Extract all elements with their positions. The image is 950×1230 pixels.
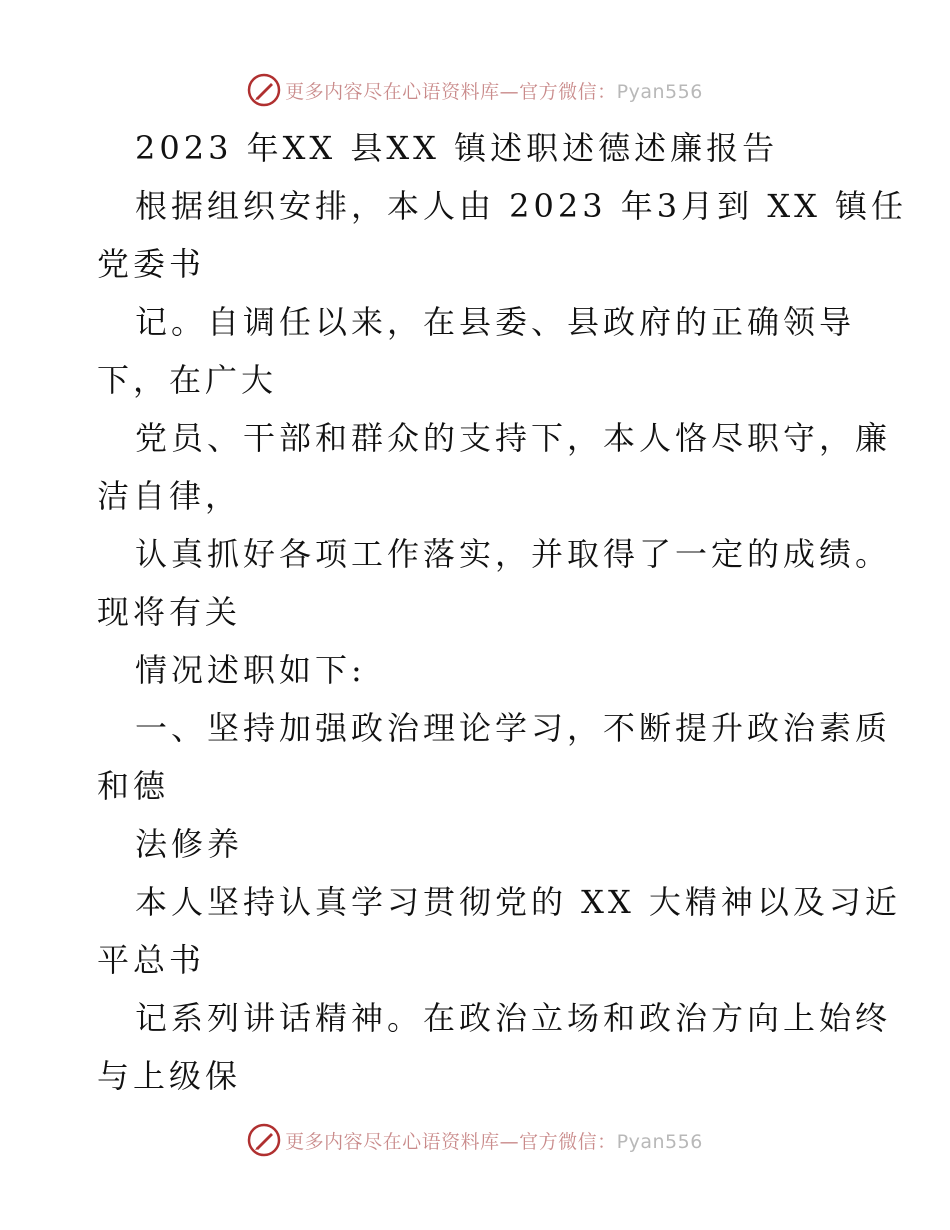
paragraph-line: 认真抓好各项工作落实，并取得了一定的成绩。 [135,535,892,573]
wechat-id: Pyan556 [616,1130,703,1153]
wechat-id: Pyan556 [616,80,703,103]
document-title: 2023 年XX 县XX 镇述职述德述廉报告 [135,129,779,167]
paragraph-line: 记系列讲话精神。在政治立场和政治方向上始终 [135,999,892,1037]
paragraph-line: 本人坚持认真学习贯彻党的 XX 大精神以及习近 [135,883,901,921]
paragraph-line: 情况述职如下: [135,651,366,689]
watermark-text: 更多内容尽在心语资料库—官方微信：Pyan556 [285,1130,703,1153]
section-heading: 法修养 [135,825,244,863]
paragraph-line: 根据组织安排，本人由 2023 年3月到 XX 镇任 [135,187,908,225]
paragraph-line: 平总书 [97,941,206,979]
section-heading: 一、坚持加强政治理论学习，不断提升政治素质 [135,709,892,747]
paragraph-line: 洁自律， [97,477,242,515]
watermark-text: 更多内容尽在心语资料库—官方微信：Pyan556 [285,80,703,103]
quill-pen-logo-icon [247,1123,281,1157]
paragraph-line: 党员、干部和群众的支持下，本人恪尽职守，廉 [135,419,892,457]
watermark-header [0,70,950,110]
watermark-footer [0,1120,950,1160]
quill-pen-logo-icon [247,73,281,107]
paragraph-line: 党委书 [97,245,206,283]
section-heading: 和德 [97,767,170,805]
paragraph-line: 现将有关 [97,593,242,631]
paragraph-line: 与上级保 [97,1057,242,1095]
paragraph-line: 记。自调任以来，在县委、县政府的正确领导 [135,303,856,341]
paragraph-line: 下，在广大 [97,361,278,399]
